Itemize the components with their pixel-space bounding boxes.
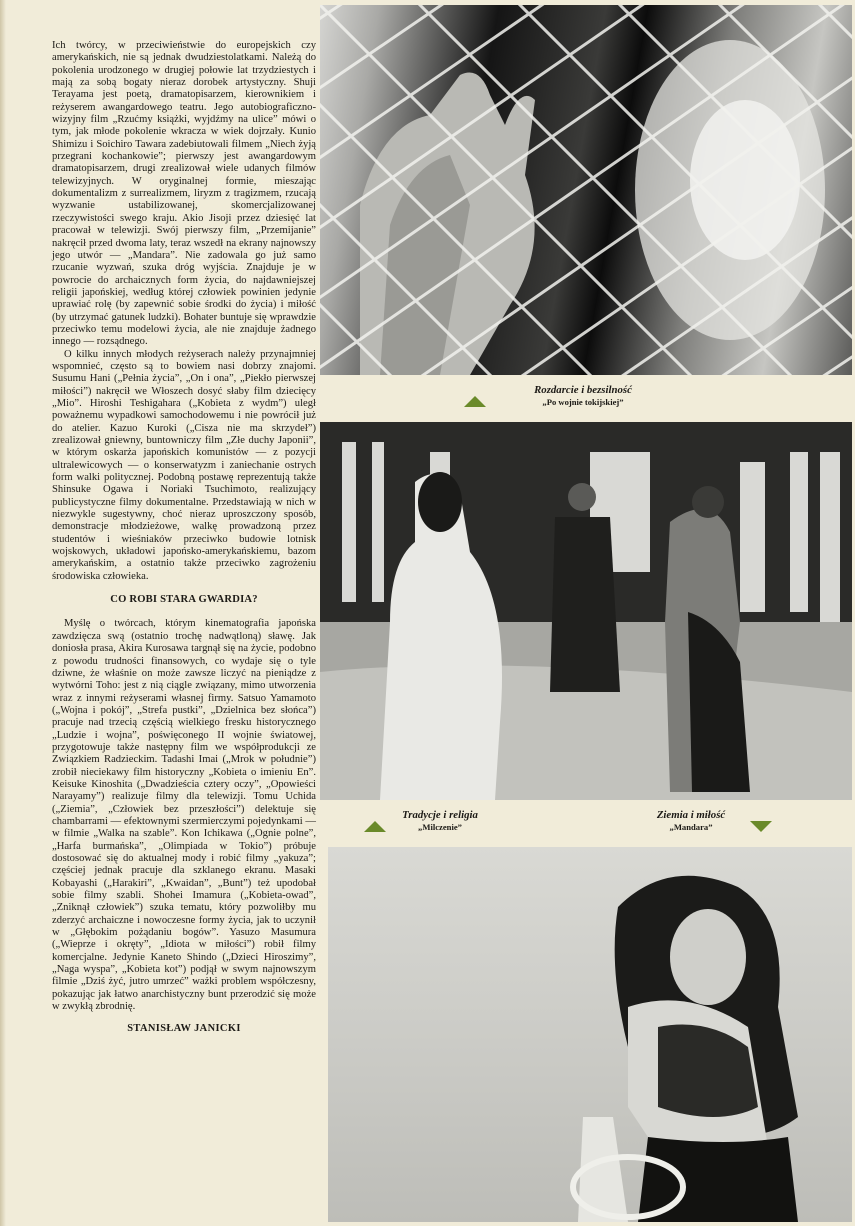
article-paragraph-2: O kilku innych młodych reżyserach należy przynajmniej wspomnieć, często są to bowiem nasi dobrzy znajomi. Susumu Hani („Pełnia życia”, „On i ona”, „Piekło pierwszej miłości”) nakręcił we Włoszech dosyć słaby film dziecięcy „Mio”. Hiroshi Teshigahara („Kobieta z wydm”) uległ poważnemu wypadkowi samochodowemu i nie powrócił już do atelier. Kazuo Kuroki („Cisza nie ma skrzydeł”) zrealizował gniewny, buntowniczy film „Złe duchy Japonii”, w którym oskarża japońskich komunistów — z pozycji ultralewicowych — o konserwatyzm i zaniechanie ostrych form walki politycznej. Podobną postawę reprezentują także Shinsuke Ogawa i Noriaki Tsuchimoto, realizujący publicystyczne filmy dokumentalne. Przedstawiają w nich w niezwykle sugestywny, choć nieraz uproszczony sposób, demonstracje młodzieżowe, walkę prowadzoną przez studentów i wieśniaków przeciwko budowie lotnisk wojskowych, układowi japońsko-amerykańskiemu, bazom amerykańskim, a ostatnio także przeciwko zagrożeniu środowiska człowieka. <box>52 348 316 582</box>
section-heading: CO ROBI STARA GWARDIA? <box>110 594 258 606</box>
caption-2-film: „Milczenie” <box>418 822 462 832</box>
photo-fence-hand-art <box>320 5 852 375</box>
photo-fence-hand <box>320 5 852 375</box>
caption-2-title: Tradycje i religia <box>402 809 478 821</box>
caption-1-film: „Po wojnie tokijskiej” <box>542 397 624 407</box>
article-paragraph-3: Myślę o twórcach, którym kinematografia japońska zawdzięcza swą (ostatnio trochę nadwątloną) sławę. Jak doniosła prasa, Akira Kurosawa targnął się na życie, podobno z powodu trudności finansowych, co wydaje się o tyle dziwne, że właśnie on może zawsze liczyć na pieniądze z wytwórni Toho: jest z nią ciągle związany, mimo utworzenia wraz z innymi reżyserami własnej firmy. Satsuo Yamamoto („Wojna i pokój”, „Strefa pustki”, „Dzielnica bez słońca”) pracuje nad trzecią częścią wielkiego fresku historycznego „Ludzie i wojna”, poświęconego II wojnie światowej, przygotowuje także następny film we współprodukcji ze Związkiem Radzieckim. Tadashi Imai („Mrok w południe”) zrobił nieciekawy film historyczny „Kobieta o imieniu En”. Keisuke Kinoshita („Dwadzieścia cztery oczy”, „Opowieści Narayamy”) realizuje filmy dla telewizji. Tomu Uchida („Ziemia”, „Człowiek bez przeszłości”) delektuje się chambarrami — efektownymi szermierczymi pojedynkami — w filmie „Walka na szable”. Kon Ichikawa („Ognie polne”, „Harfa burmańska”, „Olimpiada w Tokio”) próbuje dostosować się do aktualnej mody i robić filmy „yakuza”; częściej jednak pracuje dla szklanego ekranu. Masaki Kobayashi („Harakiri”, „Kwaidan”, „Bunt”) też upodobał sobie filmy szabli. Shohei Imamura („Kobieta-owad”, „Zniknął człowiek”) szuka tematu, który pozwoliłby mu zderzyć archaiczne i nowoczesne formy życia, jak to uczynił w „Głębokim pożądaniu bogów”. Yasuzo Masumura („Wieprze i okręty”, „Idiota w miłości”) robił filmy komercjalne. Jedynie Kaneto Shindo („Dzieci Hiroszimy”, „Naga wyspa”, „Kobieta kot”) podjął w swym najnowszym filmie „Dziś żyć, jutro umrzeć” ważki problem współczesny, pokazując jak łatwo anarchistyczny bunt przerodzić się może w zwykłą zbrodnię. <box>52 618 316 1013</box>
triangle-down-icon <box>750 821 772 832</box>
caption-3-film: „Mandara” <box>669 822 713 832</box>
caption-photo-2 <box>375 809 505 832</box>
article-paragraph-1: Ich twórcy, w przeciwieństwie do europejskich czy amerykańskich, nie są jednak dwudziestolatkami. Należą do pokolenia urodzonego w drugiej połowie lat trzydziestych i mają za sobą bogaty nieraz dorobek artystyczny. Shuji Terayama jest poetą, dramatopisarzem, kierownikiem i reżyserem awangardowego teatru. Jego autobiograficzno-wizyjny film „Rzućmy książki, wyjdźmy na ulice” mówi o tym, jak młode pokolenie wkracza w wiek dojrzały. Kunio Shimizu i Soichiro Tawara zadebiutowali filmem „Niech żyją przegrani kochankowie”; pierwszy jest awangardowym dramatopisarzem, drugi zrealizował wiele udanych filmów telewizyjnych. W oryginalnej formie, mieszając dokumentalizm z surrealizmem, liryzm z tragizmem, rzucają wyzwanie ustabilizowanej, skomercjalizowanej rzeczywistości swego kraju. Akio Jisoji przez dziesięć lat pracował w telewizji. Swój pierwszy film, „Przemijanie” nakręcił przed dwoma laty, teraz wszedł na ekrany najnowszy jego utwór — „Mandara”. Nie zadowala go już samo rzucanie wyzwań, szuka dróg wyjścia. Znajduje je w powrocie do archaicznych form życia, do najdawniejszej religii japońskiej, według której człowiek powinien jedynie uprawiać rolę (by zapewnić sobie środki do życia) i miłość (by utrzymać gatunek ludzki). Bohater buntuje się wprawdzie przeciwko temu modelowi życia, ale nie znajduje żadnego innego — rozsądnego. <box>52 40 316 348</box>
photo-tradition-scene-art <box>320 422 852 800</box>
caption-3-title: Ziemia i miłość <box>656 809 726 821</box>
page-fold-shadow <box>0 0 6 1226</box>
photo-seated-woman <box>328 847 852 1222</box>
article-column <box>52 40 316 1036</box>
caption-photo-1 <box>508 384 658 407</box>
caption-1-title: Rozdarcie i bezsilność <box>534 384 632 396</box>
author-signature: STANISŁAW JANICKI <box>127 1023 241 1035</box>
photo-tradition-scene <box>320 422 852 800</box>
caption-photo-3 <box>626 809 756 832</box>
triangle-up-icon <box>464 396 486 407</box>
photo-seated-woman-art <box>328 847 852 1222</box>
